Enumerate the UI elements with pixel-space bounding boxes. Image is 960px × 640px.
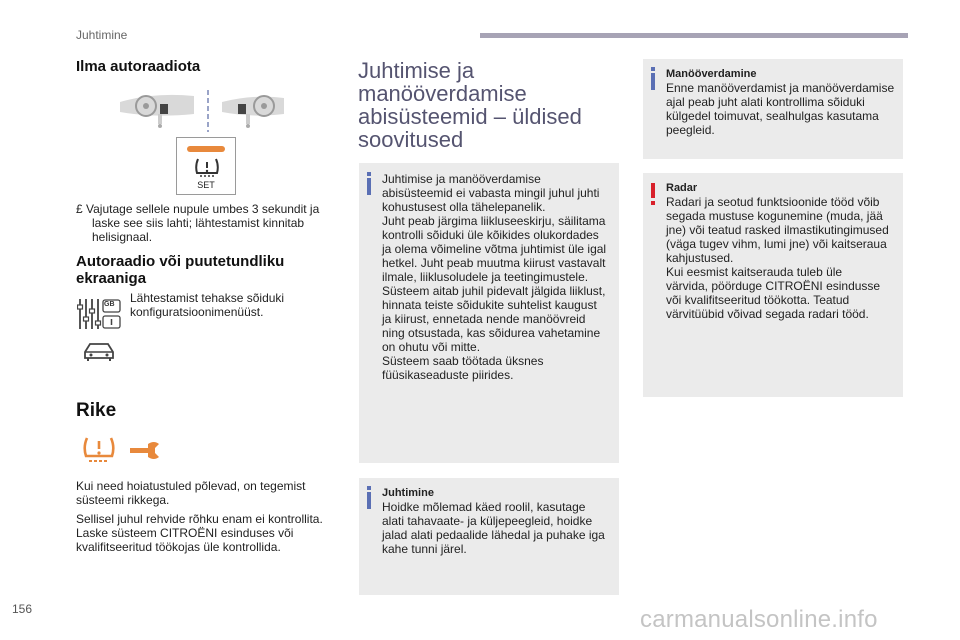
warning-icon	[651, 183, 655, 198]
set-button[interactable]	[176, 137, 236, 195]
manoverdamine-text: Enne manööverdamist ja manööverdamise ajal peab juht alati kontrollima sõiduki külgedel toimuvat, sealhulgas kasutama peegleid.	[666, 81, 895, 137]
manoverdamine-title: Manööverdamine	[666, 68, 757, 80]
header-bar	[480, 33, 908, 38]
tire-warning-icon	[82, 435, 116, 465]
radar-box	[643, 173, 903, 397]
radar-title: Radar	[666, 182, 698, 194]
tire-pressure-icon	[194, 157, 220, 179]
instruction-vajutage: £ Vajutage sellele nupule umbes 3 sekundit ja laske see siis lahti; lähtestamist kinnitab helisignaal.	[76, 202, 320, 244]
juhtimine-text: Hoidke mõlemad käed roolil, kasutage alati tahavaate- ja küljepeegleid, hoidke jalad alati pedaalide lähedal ja puhake iga kahe tunni järel.	[382, 500, 605, 556]
text-sellisel: Sellisel juhul rehvide rõhku enam ei kontrollita. Laske süsteem CITROËNI esinduses või kvalifitseeritud töökojas üle kontrollida.	[76, 512, 323, 554]
general-info-box	[359, 163, 619, 463]
wrench-warning-icon	[128, 439, 162, 461]
orange-indicator	[187, 146, 225, 152]
juhtimine-title: Juhtimine	[382, 487, 434, 499]
info-icon	[651, 73, 655, 90]
text-lahtestamist: Lähtestamist tehakse sõiduki konfiguratsioonimenüüst.	[130, 291, 285, 319]
radar-text: Radari ja seotud funktsioonide tööd võib segada mustuse kogunemine (muda, jää jne) või teatud rasked ilmastikutingimused (väga tugev vihm, lumi jne) või kaitseraua kahjustused. Kui eesmist kaitserauda tuleb üle värvida, pöörduge CITROËNI esindusse või kvalifitseeritud töökotta. Teatud värvitüübid võivad segada radari tööd.	[666, 195, 889, 321]
general-info-text: Juhtimise ja manööverdamise abisüsteemid ei vabasta mingil juhul juhti kohustusest olla tähelepanelik. Juht peab järgima liikluseeskirju, säilitama kontrolli sõiduki üle kõikides olukordades ja olema võimeline võtma juhtimist üle igal hetkel. Juht peab muutma kiirust vastavalt ilmale, liiklusoludele ja teetingimustele. Süsteem aitab juhil pidevalt jälgida liiklust, hinnata teiste sõidukite suhtelist kaugust ja kiirust, ennetada nende manöövreid ning otsustada, kas sõidurea vahetamine on ohutu või mitte. Süsteem saab töötada üksnes füüsikaseaduste piirides.	[382, 172, 607, 382]
gb-label: GB	[104, 301, 115, 308]
section-label: Juhtimine	[76, 28, 128, 42]
dashboard-illustration-icon	[114, 88, 290, 136]
info-icon	[367, 492, 371, 509]
info-icon	[367, 178, 371, 195]
juhtimine-box	[359, 478, 619, 595]
heading-autoraadio: Autoraadio või puutetundliku ekraaniga	[76, 253, 285, 287]
page-number: 156	[12, 602, 33, 616]
settings-sliders-icon	[77, 295, 123, 331]
heading-rike: Rike	[76, 400, 117, 421]
manoverdamine-box	[643, 59, 903, 159]
car-icon	[82, 340, 116, 362]
section-title: Juhtimise ja manööverdamise abisüsteemid – üldised soovitused	[358, 58, 582, 152]
heading-ilma-autoraadiota: Ilma autoraadiota	[76, 58, 201, 75]
set-label: SET	[197, 180, 215, 190]
text-kui-need: Kui need hoiatustuled põlevad, on tegemist süsteemi rikkega.	[76, 479, 306, 507]
watermark: carmanualsonline.info	[640, 606, 878, 633]
